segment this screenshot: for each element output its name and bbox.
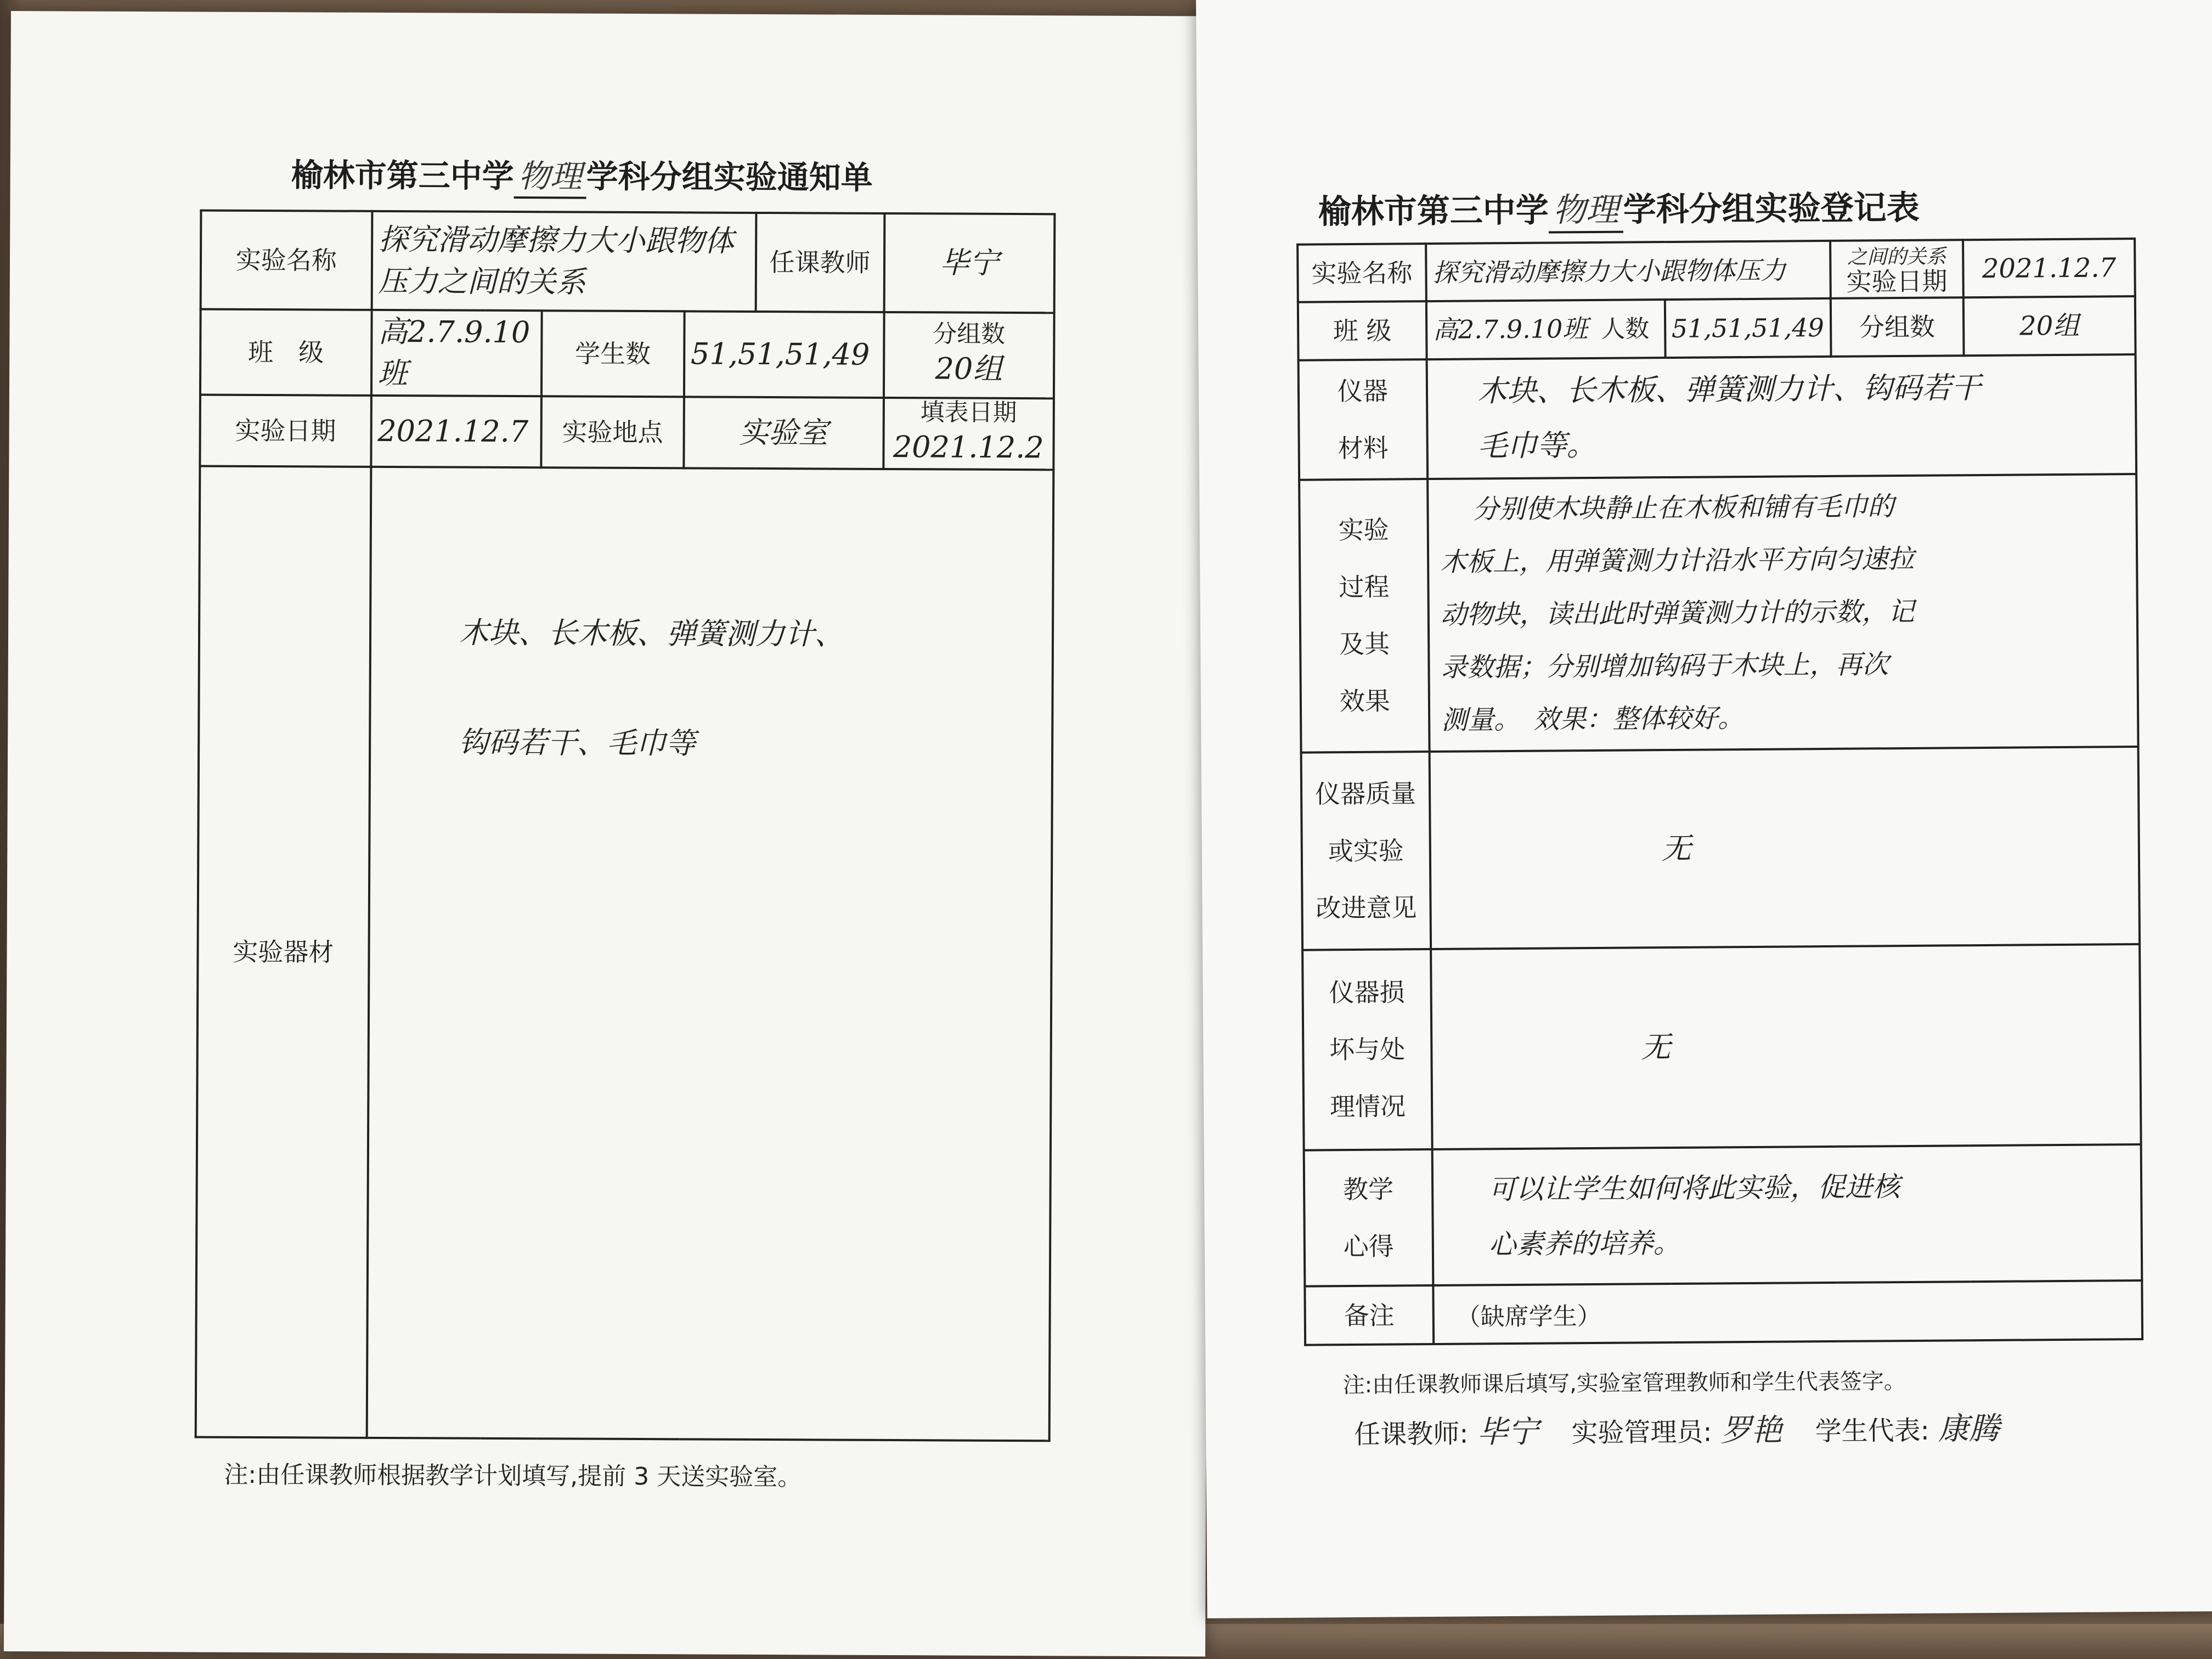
register-class-cell (1426, 300, 1666, 360)
register-title-prefix: 榆林市第三中学 (1318, 191, 1549, 232)
notice-title (291, 149, 873, 200)
register-date-cell (1830, 240, 1963, 298)
notice-label-group-count: 分组数 (933, 320, 1006, 348)
register-label-quality-1: 仪器质量 (1314, 778, 1417, 809)
register-title (1318, 182, 1920, 235)
notice-equipment-line2: 钩码若干、毛巾等 (458, 725, 696, 761)
notice-label-class: 班 级 (200, 309, 371, 396)
notice-fill-date: 2021.12.2 (893, 430, 1044, 465)
register-process-line3: 动物块，读出此时弹簧测力计的示数，记 (1440, 596, 1915, 631)
register-label-group-count: 分组数 (1830, 298, 1963, 357)
register-materials-line2: 毛巾等。 (1477, 427, 1596, 464)
notice-label-teacher: 任课教师 (755, 213, 884, 312)
student-sign-label: 学生代表: (1815, 1415, 1929, 1447)
student-signature: 康腾 (1938, 1410, 2000, 1447)
register-label-process-2: 过程 (1339, 572, 1390, 602)
notice-experiment-date: 2021.12.7 (371, 396, 541, 467)
register-label-process-1: 实验 (1338, 515, 1389, 545)
notice-table (195, 210, 1056, 1442)
notice-group-count: 20组 (935, 351, 1003, 386)
register-label-damage-1: 仪器损 (1329, 977, 1405, 1008)
register-label-experiment-date: 实验日期 (1846, 266, 1948, 297)
register-sheet (1196, 0, 2212, 1618)
notice-title-prefix: 榆林市第三中学 (291, 156, 514, 195)
register-label-process-3: 及其 (1339, 629, 1390, 659)
register-label-remarks: 备注 (1305, 1285, 1434, 1345)
register-label-people: 人数 (1601, 315, 1650, 344)
notice-location: 实验室 (684, 397, 883, 469)
notice-class: 高2.7.9.10班 (371, 310, 542, 396)
notice-student-count: 51,51,51,49 (684, 311, 884, 398)
notice-label-experiment-date: 实验日期 (200, 395, 371, 467)
register-class: 高2.7.9.10班 (1432, 314, 1588, 345)
register-process-cell (1427, 474, 2138, 752)
register-label-experiment-name: 实验名称 (1297, 244, 1426, 302)
register-label-quality-3: 改进意见 (1316, 893, 1417, 923)
register-label-quality-2: 或实验 (1328, 836, 1404, 866)
register-label-damage-3: 理情况 (1329, 1091, 1406, 1122)
notice-teacher: 毕宁 (884, 213, 1054, 313)
notice-fill-date-cell (883, 398, 1054, 470)
register-label-damage (1302, 949, 1432, 1150)
register-label-class: 班 级 (1298, 302, 1427, 360)
register-label-damage-2: 坏与处 (1329, 1034, 1406, 1065)
notice-title-subject: 物理 (514, 150, 586, 199)
register-title-subject: 物理 (1548, 184, 1623, 234)
notice-title-suffix: 学科分组实验通知单 (586, 157, 873, 196)
register-experiment-name: 探究滑动摩擦力大小跟物体压力 (1426, 241, 1830, 302)
register-process-line5: 测量。 效果：整体较好。 (1441, 703, 1745, 736)
register-process-line1: 分别使木块静止在木板和铺有毛巾的 (1472, 491, 1894, 525)
register-label-quality (1301, 752, 1431, 950)
register-label-materials (1299, 359, 1427, 480)
notice-label-experiment-name: 实验名称 (201, 211, 372, 310)
admin-signature: 罗艳 (1720, 1412, 1782, 1449)
register-label-materials-1: 仪器 (1337, 376, 1389, 407)
register-title-suffix: 学科分组实验登记表 (1623, 188, 1920, 229)
register-process-line4: 录数据；分别增加钩码于木块上，再次 (1441, 649, 1889, 684)
notice-label-fill-date: 填表日期 (920, 398, 1017, 427)
notice-note: 注:由任课教师根据教学计划填写,提前 3 天送实验室。 (224, 1460, 802, 1492)
register-process-line2: 木板上，用弹簧测力计沿水平方向匀速拉 (1440, 544, 1915, 578)
admin-sign-label: 实验管理员: (1571, 1417, 1712, 1449)
notice-equipment-cell (366, 467, 1053, 1441)
notice-equipment-line1: 木块、长木板、弹簧测力计、 (459, 615, 844, 652)
notice-label-student-count: 学生数 (541, 311, 684, 397)
register-experiment-date: 2021.12.7 (1963, 239, 2135, 298)
register-damage: 无 (1431, 944, 2141, 1149)
register-reflection-cell (1432, 1144, 2142, 1285)
register-label-reflection (1304, 1149, 1434, 1286)
register-label-reflection-2: 心得 (1343, 1231, 1394, 1262)
teacher-signature: 毕宁 (1477, 1414, 1539, 1451)
notice-label-equipment: 实验器材 (196, 466, 371, 1438)
teacher-sign-label: 任课教师: (1354, 1418, 1469, 1451)
register-people: 51,51,51,49 (1664, 298, 1831, 358)
notice-group-count-cell (883, 312, 1054, 398)
notice-label-location: 实验地点 (541, 396, 684, 468)
register-label-process-4: 效果 (1339, 686, 1391, 716)
register-remarks: （缺席学生） (1433, 1280, 2142, 1344)
register-label-process (1299, 479, 1429, 753)
register-group-count: 20组 (1963, 297, 2136, 356)
notice-sheet (4, 11, 1212, 1657)
register-quality: 无 (1429, 747, 2140, 949)
register-sign-row (1354, 1404, 2033, 1453)
register-materials-cell (1426, 354, 2136, 479)
notice-experiment-name: 探究滑动摩擦力大小跟物体压力之间的关系 (371, 211, 756, 312)
register-reflection-line2: 心素养的培养。 (1488, 1227, 1681, 1261)
register-label-reflection-1: 教学 (1342, 1174, 1394, 1205)
register-label-materials-2: 材料 (1338, 433, 1389, 464)
register-materials-line1: 木块、长木板、弹簧测力计、钩码若干 (1477, 370, 1982, 409)
register-reflection-line1: 可以让学生如何将此实验，促进核 (1488, 1171, 1900, 1206)
register-note: 注:由任课教师课后填写,实验室管理教师和学生代表签字。 (1342, 1369, 1906, 1398)
register-date-note: 之间的关系 (1847, 245, 1946, 269)
register-table (1296, 238, 2143, 1346)
